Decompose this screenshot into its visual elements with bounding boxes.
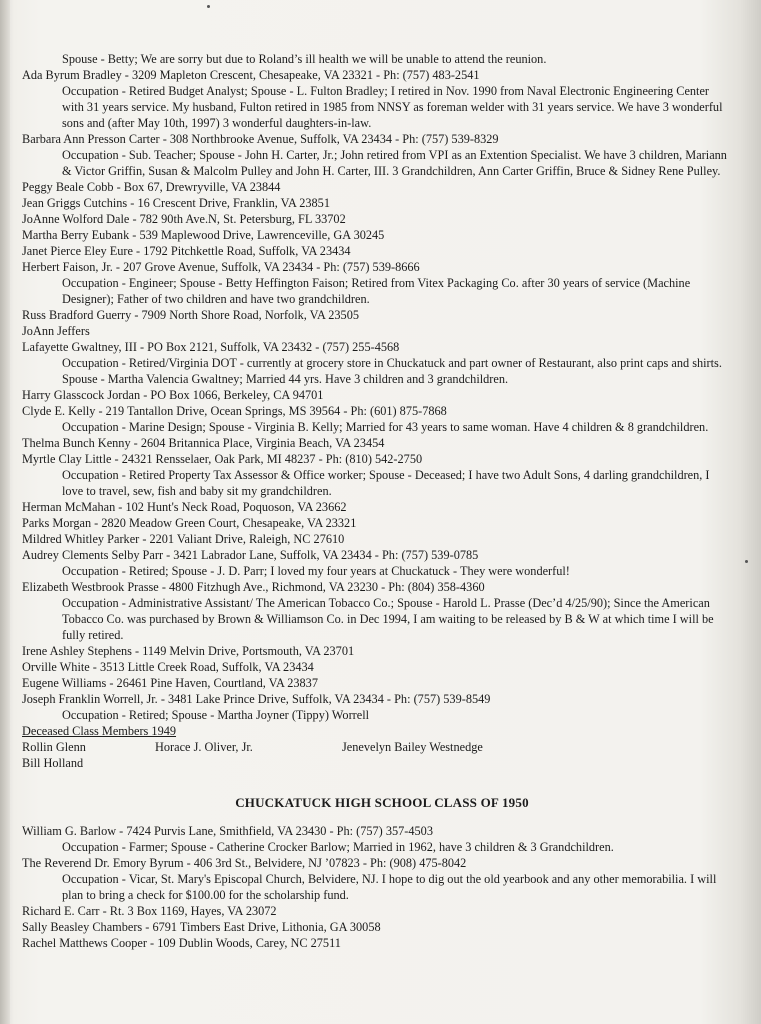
alumni-entry <box>22 211 742 227</box>
alumni-name-address: Audrey Clements Selby Parr - 3421 Labrador Lane, Suffolk, VA 23434 - Ph: (757) 539-0785 <box>22 548 479 562</box>
scan-speck <box>745 560 748 563</box>
alumni-name-address: Joseph Franklin Worrell, Jr. - 3481 Lake Prince Drive, Suffolk, VA 23434 - Ph: (757) 539-8549 <box>22 692 491 706</box>
page-content <box>22 51 742 951</box>
alumni-name-address: Rachel Matthews Cooper - 109 Dublin Woods, Carey, NC 27511 <box>22 936 341 950</box>
alumni-name-address: Eugene Williams - 26461 Pine Haven, Courtland, VA 23837 <box>22 676 318 690</box>
alumni-entry <box>22 579 742 643</box>
deceased-name: Jenevelyn Bailey Westnedge <box>342 740 483 754</box>
alumni-entry <box>22 243 742 259</box>
spouse-note: Spouse - Betty; We are sorry but due to Roland’s ill health we will be unable to attend the reunion. <box>62 52 547 66</box>
alumni-name-address: Mildred Whitley Parker - 2201 Valiant Drive, Raleigh, NC 27610 <box>22 532 345 546</box>
deceased-name: Bill Holland <box>22 756 84 770</box>
alumni-entry <box>22 515 742 531</box>
alumni-details: Occupation - Administrative Assistant/ The American Tobacco Co.; Spouse - Harold L. Prasse (Dec’d 4/25/90); Since the American Tobacco Co. was purchased by Brown & Williamson Co. in Dec 1994, I am waiting to be released by B & W at which time I will be fully retired. <box>62 596 714 642</box>
alumni-name-address: Thelma Bunch Kenny - 2604 Britannica Place, Virginia Beach, VA 23454 <box>22 436 385 450</box>
alumni-entry <box>22 675 742 691</box>
alumni-name-address: Martha Berry Eubank - 539 Maplewood Drive, Lawrenceville, GA 30245 <box>22 228 385 242</box>
alumni-name-address: Russ Bradford Guerry - 7909 North Shore Road, Norfolk, VA 23505 <box>22 308 359 322</box>
alumni-entry <box>22 935 742 951</box>
alumni-entry <box>22 339 742 387</box>
alumni-entry <box>22 919 742 935</box>
alumni-entry <box>22 855 742 903</box>
alumni-name-address: Harry Glasscock Jordan - PO Box 1066, Berkeley, CA 94701 <box>22 388 324 402</box>
alumni-name-address: Orville White - 3513 Little Creek Road, Suffolk, VA 23434 <box>22 660 314 674</box>
alumni-name-address: Parks Morgan - 2820 Meadow Green Court, Chesapeake, VA 23321 <box>22 516 357 530</box>
page-binding-shadow <box>0 0 10 1024</box>
alumni-name-address: JoAnne Wolford Dale - 782 90th Ave.N, St. Petersburg, FL 33702 <box>22 212 346 226</box>
alumni-name-address: Sally Beasley Chambers - 6791 Timbers East Drive, Lithonia, GA 30058 <box>22 920 381 934</box>
alumni-name-address: Barbara Ann Presson Carter - 308 Northbrooke Avenue, Suffolk, VA 23434 - Ph: (757) 539-8329 <box>22 132 499 146</box>
alumni-entry <box>22 227 742 243</box>
alumni-details: Occupation - Retired; Spouse - Martha Joyner (Tippy) Worrell <box>62 708 370 722</box>
alumni-name-address: Peggy Beale Cobb - Box 67, Drewryville, VA 23844 <box>22 180 281 194</box>
alumni-name-address: William G. Barlow - 7424 Purvis Lane, Smithfield, VA 23430 - Ph: (757) 357-4503 <box>22 824 433 838</box>
alumni-name-address: Janet Pierce Eley Eure - 1792 Pitchkettle Road, Suffolk, VA 23434 <box>22 244 351 258</box>
alumni-details: Occupation - Retired Property Tax Assessor & Office worker; Spouse - Deceased; I have two Adult Sons, 4 darling grandchildren, I love to travel, sew, fish and baby sit my grandchildren. <box>62 468 710 498</box>
alumni-details: Occupation - Retired/Virginia DOT - currently at grocery store in Chuckatuck and part owner of Restaurant, also print caps and shirts. Spouse - Martha Valencia Gwaltney; Married 44 yrs. Have 3 children and 3 grandchildren. <box>62 356 722 386</box>
alumni-entry <box>22 691 742 723</box>
alumni-entry <box>22 823 742 855</box>
alumni-details: Occupation - Marine Design; Spouse - Virginia B. Kelly; Married for 43 years to same woman. Have 4 children & 8 grandchildren. <box>62 420 709 434</box>
alumni-entry <box>22 323 742 339</box>
alumni-entry <box>22 499 742 515</box>
deceased-name: Rollin Glenn <box>22 740 86 754</box>
alumni-entry <box>22 531 742 547</box>
deceased-name: Horace J. Oliver, Jr. <box>155 740 253 754</box>
alumni-entry <box>22 195 742 211</box>
alumni-entry <box>22 643 742 659</box>
alumni-entry <box>22 547 742 579</box>
alumni-name-address: Lafayette Gwaltney, III - PO Box 2121, Suffolk, VA 23432 - (757) 255-4568 <box>22 340 400 354</box>
alumni-name-address: Clyde E. Kelly - 219 Tantallon Drive, Ocean Springs, MS 39564 - Ph: (601) 875-7868 <box>22 404 447 418</box>
deceased-heading: Deceased Class Members 1949 <box>22 724 177 738</box>
alumni-name-address: Richard E. Carr - Rt. 3 Box 1169, Hayes, VA 23072 <box>22 904 277 918</box>
alumni-name-address: Jean Griggs Cutchins - 16 Crescent Drive, Franklin, VA 23851 <box>22 196 330 210</box>
alumni-name-address: Herman McMahan - 102 Hunt's Neck Road, Poquoson, VA 23662 <box>22 500 347 514</box>
alumni-name-address: Irene Ashley Stephens - 1149 Melvin Drive, Portsmouth, VA 23701 <box>22 644 355 658</box>
alumni-entry <box>22 259 742 307</box>
alumni-details: Occupation - Farmer; Spouse - Catherine Crocker Barlow; Married in 1962, have 3 children & 3 Grandchildren. <box>62 840 614 854</box>
alumni-details: Occupation - Sub. Teacher; Spouse - John H. Carter, Jr.; John retired from VPI as an Extention Specialist. We have 3 children, Mariann & Victor Griffin, Susan & Malcolm Pulley and John H. Carter, III. 3 Grandchildren, Ann Carter Griffin, Bruce & Sidney Rene Pulley. <box>62 148 727 178</box>
alumni-entry <box>22 435 742 451</box>
deceased-row <box>22 739 742 755</box>
alumni-details: Occupation - Retired; Spouse - J. D. Parr; I loved my four years at Chuckatuck - They were wonderful! <box>62 564 570 578</box>
scan-speck <box>207 5 210 8</box>
alumni-entry <box>22 179 742 195</box>
alumni-details: Occupation - Engineer; Spouse - Betty Heffington Faison; Retired from Vitex Packaging Co. after 30 years of service (Machine Designer); Father of two children and have two grandchildren. <box>62 276 691 306</box>
class-1950-entries <box>22 823 742 951</box>
alumni-entry <box>22 387 742 403</box>
alumni-entry <box>22 403 742 435</box>
alumni-entry <box>22 307 742 323</box>
deceased-row <box>22 755 742 771</box>
alumni-name-address: JoAnn Jeffers <box>22 324 90 338</box>
alumni-name-address: The Reverend Dr. Emory Byrum - 406 3rd St., Belvidere, NJ ’07823 - Ph: (908) 475-8042 <box>22 856 467 870</box>
alumni-entry <box>22 659 742 675</box>
alumni-name-address: Myrtle Clay Little - 24321 Rensselaer, Oak Park, MI 48237 - Ph: (810) 542-2750 <box>22 452 423 466</box>
alumni-details: Occupation - Vicar, St. Mary's Episcopal Church, Belvidere, NJ. I hope to dig out the old yearbook and any other memorabilia. I will plan to bring a check for $100.00 for the scholarship fund. <box>62 872 717 902</box>
alumni-entry <box>22 131 742 179</box>
alumni-name-address: Elizabeth Westbrook Prasse - 4800 Fitzhugh Ave., Richmond, VA 23230 - Ph: (804) 358-4360 <box>22 580 485 594</box>
class-1949-entries <box>22 67 742 723</box>
alumni-name-address: Herbert Faison, Jr. - 207 Grove Avenue, Suffolk, VA 23434 - Ph: (757) 539-8666 <box>22 260 420 274</box>
alumni-entry <box>22 903 742 919</box>
alumni-name-address: Ada Byrum Bradley - 3209 Mapleton Crescent, Chesapeake, VA 23321 - Ph: (757) 483-2541 <box>22 68 480 82</box>
alumni-entry <box>22 451 742 499</box>
section-title-class-1950: CHUCKATUCK HIGH SCHOOL CLASS OF 1950 <box>235 795 529 810</box>
alumni-details: Occupation - Retired Budget Analyst; Spouse - L. Fulton Bradley; I retired in Nov. 1990 from Naval Electronic Engineering Center with 31 years service. My husband, Fulton retired in 1985 from NNSY as foreman welder with 31 years service. We have 3 wonderful sons and (after May 10th, 1997) 3 wonderful daughters-in-law. <box>62 84 723 130</box>
alumni-entry <box>22 67 742 131</box>
